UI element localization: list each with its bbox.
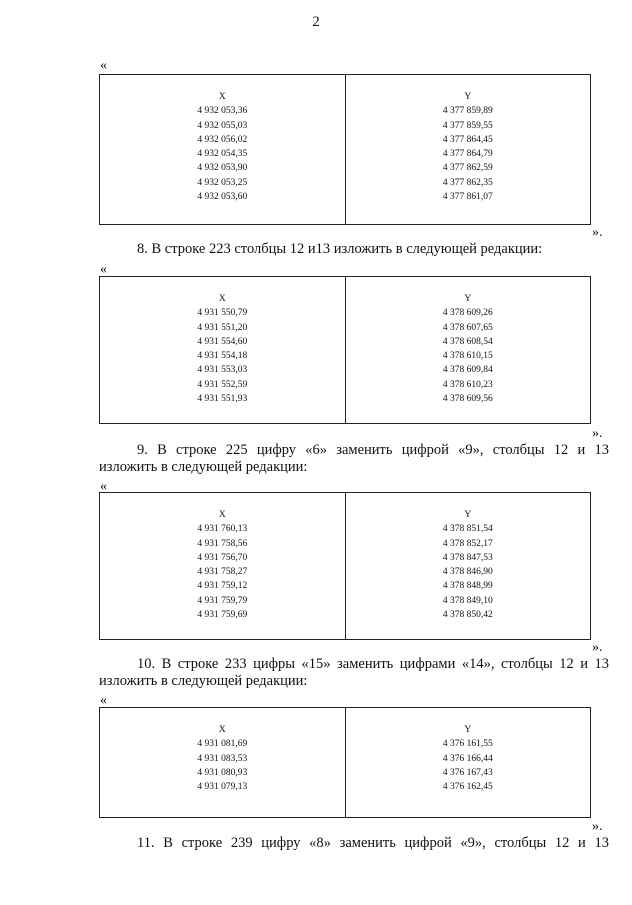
x-coordinate-value: 4 931 081,69 bbox=[197, 739, 248, 750]
x-coordinate-value: 4 932 053,60 bbox=[197, 192, 248, 203]
x-column bbox=[100, 708, 346, 818]
x-coordinate-value: 4 931 551,20 bbox=[197, 322, 248, 333]
y-coordinate-value: 4 378 846,90 bbox=[442, 567, 493, 578]
open-quote: « bbox=[100, 693, 107, 708]
paragraph-10-line-1: 10. В строке 233 цифры «15» заменить цифрами «14», столбцы 12 и 13 bbox=[137, 656, 609, 672]
x-coordinate-value: 4 932 053,36 bbox=[197, 106, 248, 117]
y-header-label: Y bbox=[464, 92, 472, 102]
y-coordinate-value: 4 378 609,56 bbox=[442, 394, 493, 405]
x-coordinate-value: 4 931 080,93 bbox=[197, 767, 248, 778]
paragraph-11-line-1: 11. В строке 239 цифру «8» заменить цифрой «9», столбцы 12 и 13 bbox=[137, 835, 609, 851]
close-quote: ». bbox=[592, 819, 603, 834]
open-quote: « bbox=[100, 262, 107, 277]
x-coordinate-value: 4 931 554,18 bbox=[197, 351, 248, 362]
x-coordinate-value: 4 932 054,35 bbox=[197, 149, 248, 160]
x-coordinate-value: 4 931 083,53 bbox=[197, 753, 248, 764]
y-coordinate-value: 4 378 850,42 bbox=[442, 610, 493, 621]
y-column bbox=[345, 493, 591, 640]
paragraph-10-line-2: изложить в следующей редакции: bbox=[99, 673, 308, 689]
y-coordinate-value: 4 376 166,44 bbox=[442, 753, 493, 764]
y-column bbox=[345, 708, 591, 818]
coordinates-table bbox=[99, 492, 591, 640]
x-coordinate-value: 4 931 553,03 bbox=[197, 365, 248, 376]
paragraph-9-line-2: изложить в следующей редакции: bbox=[99, 459, 308, 475]
y-coordinate-value: 4 377 862,35 bbox=[442, 177, 493, 188]
paragraph-8: 8. В строке 223 столбцы 12 и13 изложить в следующей редакции: bbox=[137, 241, 543, 257]
y-coordinate-value: 4 377 859,89 bbox=[442, 106, 493, 117]
open-quote: « bbox=[100, 58, 107, 73]
paragraph-10 bbox=[99, 656, 609, 690]
x-coordinate-value: 4 932 053,25 bbox=[197, 177, 248, 188]
paragraph-9 bbox=[99, 442, 609, 476]
x-coordinate-value: 4 931 758,56 bbox=[197, 538, 248, 549]
x-coordinate-value: 4 931 759,79 bbox=[197, 595, 248, 606]
y-header-label: Y bbox=[464, 510, 472, 520]
paragraph-9-line-1: 9. В строке 225 цифру «6» заменить цифрой «9», столбцы 12 и 13 bbox=[137, 442, 609, 458]
y-coordinate-value: 4 378 609,84 bbox=[442, 365, 493, 376]
y-coordinate-value: 4 378 849,10 bbox=[442, 595, 493, 606]
y-coordinate-value: 4 378 852,17 bbox=[442, 538, 493, 549]
x-header-label: X bbox=[218, 510, 226, 520]
close-quote: ». bbox=[592, 426, 603, 441]
y-coordinate-value: 4 377 862,59 bbox=[442, 163, 493, 174]
y-coordinate-value: 4 376 161,55 bbox=[442, 739, 493, 750]
x-coordinate-value: 4 931 079,13 bbox=[197, 782, 248, 793]
coordinates-table bbox=[99, 276, 591, 424]
x-coordinate-value: 4 931 756,70 bbox=[197, 552, 248, 563]
y-coordinate-value: 4 378 851,54 bbox=[442, 524, 493, 535]
x-header-label: X bbox=[218, 294, 226, 304]
x-coordinate-value: 4 932 055,03 bbox=[197, 120, 248, 131]
y-coordinate-value: 4 378 607,65 bbox=[442, 322, 493, 333]
paragraph-11 bbox=[99, 835, 609, 852]
y-coordinate-value: 4 376 167,43 bbox=[442, 767, 493, 778]
open-quote: « bbox=[100, 479, 107, 494]
y-coordinate-value: 4 378 609,26 bbox=[442, 308, 493, 319]
x-coordinate-value: 4 932 056,02 bbox=[197, 134, 248, 145]
x-column bbox=[100, 277, 346, 424]
x-column bbox=[100, 75, 346, 225]
y-coordinate-value: 4 378 608,54 bbox=[442, 336, 493, 347]
y-coordinate-value: 4 378 847,53 bbox=[442, 552, 493, 563]
x-coordinate-value: 4 931 554,60 bbox=[197, 336, 248, 347]
y-coordinate-value: 4 377 864,79 bbox=[442, 149, 493, 160]
y-header-label: Y bbox=[464, 725, 472, 735]
close-quote: ». bbox=[592, 225, 603, 240]
y-column bbox=[345, 75, 591, 225]
coordinates-table bbox=[99, 707, 591, 818]
y-header-label: Y bbox=[464, 294, 472, 304]
x-coordinate-value: 4 931 550,79 bbox=[197, 308, 248, 319]
coordinates-table bbox=[99, 74, 591, 225]
y-coordinate-value: 4 377 864,45 bbox=[442, 134, 493, 145]
x-coordinate-value: 4 931 759,69 bbox=[197, 610, 248, 621]
y-coordinate-value: 4 378 610,15 bbox=[442, 351, 493, 362]
x-coordinate-value: 4 931 551,93 bbox=[197, 394, 248, 405]
y-coordinate-value: 4 377 859,55 bbox=[442, 120, 493, 131]
page-number: 2 bbox=[312, 14, 320, 30]
x-header-label: X bbox=[218, 92, 226, 102]
y-coordinate-value: 4 378 610,23 bbox=[442, 379, 493, 390]
x-coordinate-value: 4 931 552,59 bbox=[197, 379, 248, 390]
x-header-label: X bbox=[218, 725, 226, 735]
y-coordinate-value: 4 378 848,99 bbox=[442, 581, 493, 592]
x-coordinate-value: 4 932 053,90 bbox=[197, 163, 248, 174]
y-coordinate-value: 4 377 861,07 bbox=[442, 192, 493, 203]
x-coordinate-value: 4 931 758,27 bbox=[197, 567, 248, 578]
x-column bbox=[100, 493, 346, 640]
y-column bbox=[345, 277, 591, 424]
x-coordinate-value: 4 931 759,12 bbox=[197, 581, 248, 592]
x-coordinate-value: 4 931 760,13 bbox=[197, 524, 248, 535]
close-quote: ». bbox=[592, 640, 603, 655]
y-coordinate-value: 4 376 162,45 bbox=[442, 782, 493, 793]
